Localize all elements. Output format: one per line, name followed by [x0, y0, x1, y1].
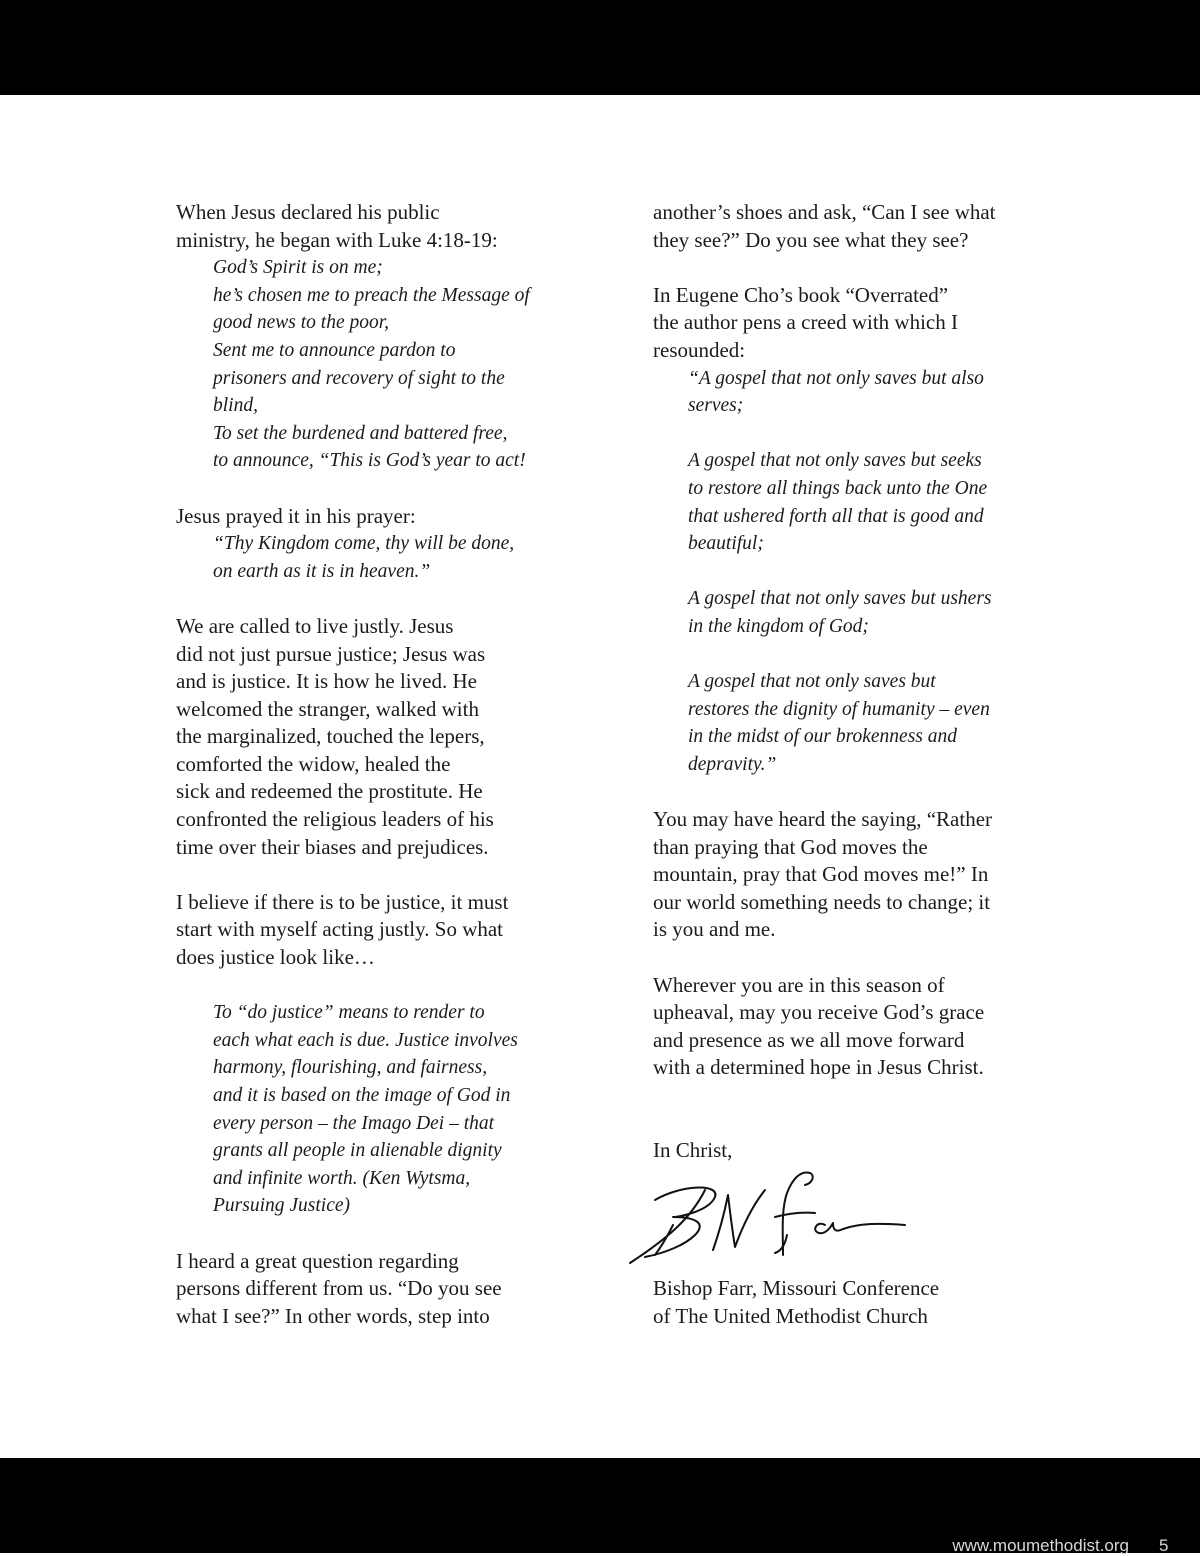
paragraph-line: what I see?” In other words, step into [176, 1303, 490, 1328]
creed-line: in the kingdom of God; [688, 615, 869, 637]
creed-line: “A gospel that not only saves but also [688, 367, 984, 389]
creed-line: in the midst of our brokenness and [688, 726, 958, 748]
paragraph-line: and is justice. It is how he lived. He [176, 669, 477, 694]
scripture-quote-line: Sent me to announce pardon to [213, 339, 456, 361]
paragraph-line: In Eugene Cho’s book “Overrated” [653, 282, 949, 307]
creed-line: A gospel that not only saves but ushers [688, 588, 992, 610]
justice-quote-line: grants all people in alienable dignity [213, 1140, 502, 1162]
paragraph-line: another’s shoes and ask, “Can I see what [653, 200, 996, 224]
paragraph-line: We are called to live justly. Jesus [176, 613, 454, 638]
handwritten-signature [625, 1165, 915, 1270]
justice-quote-line: and infinite worth. (Ken Wytsma, [213, 1167, 471, 1189]
creed-line: depravity.” [688, 753, 777, 775]
paragraph-line: did not just pursue justice; Jesus was [176, 641, 486, 666]
scripture-quote-line: prisoners and recovery of sight to the [213, 367, 505, 389]
paragraph-line: Wherever you are in this season of [653, 972, 945, 997]
scripture-quote-line: blind, [213, 395, 258, 417]
creed-line: that ushered forth all that is good and [688, 505, 984, 527]
creed-line: A gospel that not only saves but seeks [688, 450, 982, 472]
justice-quote-line: every person – the Imago Dei – that [213, 1112, 495, 1134]
signature-name-line: of The United Methodist Church [653, 1303, 928, 1328]
paragraph-line: ministry, he began with Luke 4:18-19: [176, 227, 498, 252]
paragraph-line: the marginalized, touched the lepers, [176, 724, 485, 749]
paragraph-line: start with myself acting justly. So what [176, 917, 504, 942]
left-column [176, 199, 576, 1330]
paragraph-line: persons different from us. “Do you see [176, 1276, 502, 1301]
closing-salutation: In Christ, [653, 1138, 733, 1163]
top-black-band [0, 0, 1200, 95]
creed-line: A gospel that not only saves but [688, 671, 936, 693]
right-column [653, 199, 1053, 1330]
paragraph-line: they see?” Do you see what they see? [653, 227, 969, 252]
justice-quote-line: Pursuing Justice) [213, 1195, 351, 1217]
paragraph-line: When Jesus declared his public [176, 200, 440, 224]
paragraph-line: comforted the widow, healed the [176, 751, 451, 776]
paragraph-line: time over their biases and prejudices. [176, 834, 489, 859]
scripture-quote-line: To set the burdened and battered free, [213, 422, 508, 444]
scripture-quote-line: good news to the poor, [213, 312, 390, 334]
paragraph-line: does justice look like… [176, 945, 375, 970]
creed-line: serves; [688, 395, 744, 417]
paragraph-line: welcomed the stranger, walked with [176, 696, 479, 721]
paragraph-line: Jesus prayed it in his prayer: [176, 503, 416, 528]
justice-quote-line: harmony, flourishing, and fairness, [213, 1057, 488, 1079]
paragraph-line: than praying that God moves the [653, 834, 928, 859]
page-number: 5 [1159, 1536, 1169, 1555]
paragraph-line: our world something needs to change; it [653, 889, 991, 914]
paragraph-line: I believe if there is to be justice, it must [176, 889, 509, 914]
justice-quote-line: and it is based on the image of God in [213, 1085, 511, 1106]
paragraph-line: mountain, pray that God moves me!” In [653, 862, 989, 887]
paragraph-line: upheaval, may you receive God’s grace [653, 1000, 985, 1025]
scripture-quote-line: to announce, “This is God’s year to act! [213, 450, 526, 472]
justice-quote-line: To “do justice” means to render to [213, 1002, 485, 1024]
paragraph-line: I heard a great question regarding [176, 1248, 459, 1273]
paragraph-line: confronted the religious leaders of his [176, 807, 494, 832]
creed-line: restores the dignity of humanity – even [688, 698, 990, 720]
paragraph-line: resounded: [653, 337, 746, 362]
creed-line: to restore all things back unto the One [688, 477, 988, 499]
signature-name-line: Bishop Farr, Missouri Conference [653, 1276, 940, 1301]
paragraph-line: is you and me. [653, 917, 776, 942]
prayer-quote-line: “Thy Kingdom come, thy will be done, [213, 533, 515, 555]
creed-line: beautiful; [688, 533, 764, 555]
paragraph-line: You may have heard the saying, “Rather [653, 807, 993, 832]
paragraph-line: sick and redeemed the prostitute. He [176, 779, 483, 804]
scripture-quote-line: God’s Spirit is on me; [213, 257, 383, 279]
paragraph-line: the author pens a creed with which I [653, 310, 958, 335]
justice-quote-line: each what each is due. Justice involves [213, 1029, 518, 1051]
footer-website-link[interactable]: www.moumethodist.org [952, 1536, 1129, 1555]
paragraph-line: and presence as we all move forward [653, 1027, 965, 1052]
scripture-quote-line: he’s chosen me to preach the Message of [213, 284, 530, 306]
prayer-quote-line: on earth as it is in heaven.” [213, 560, 431, 582]
paragraph-line: with a determined hope in Jesus Christ. [653, 1055, 984, 1080]
